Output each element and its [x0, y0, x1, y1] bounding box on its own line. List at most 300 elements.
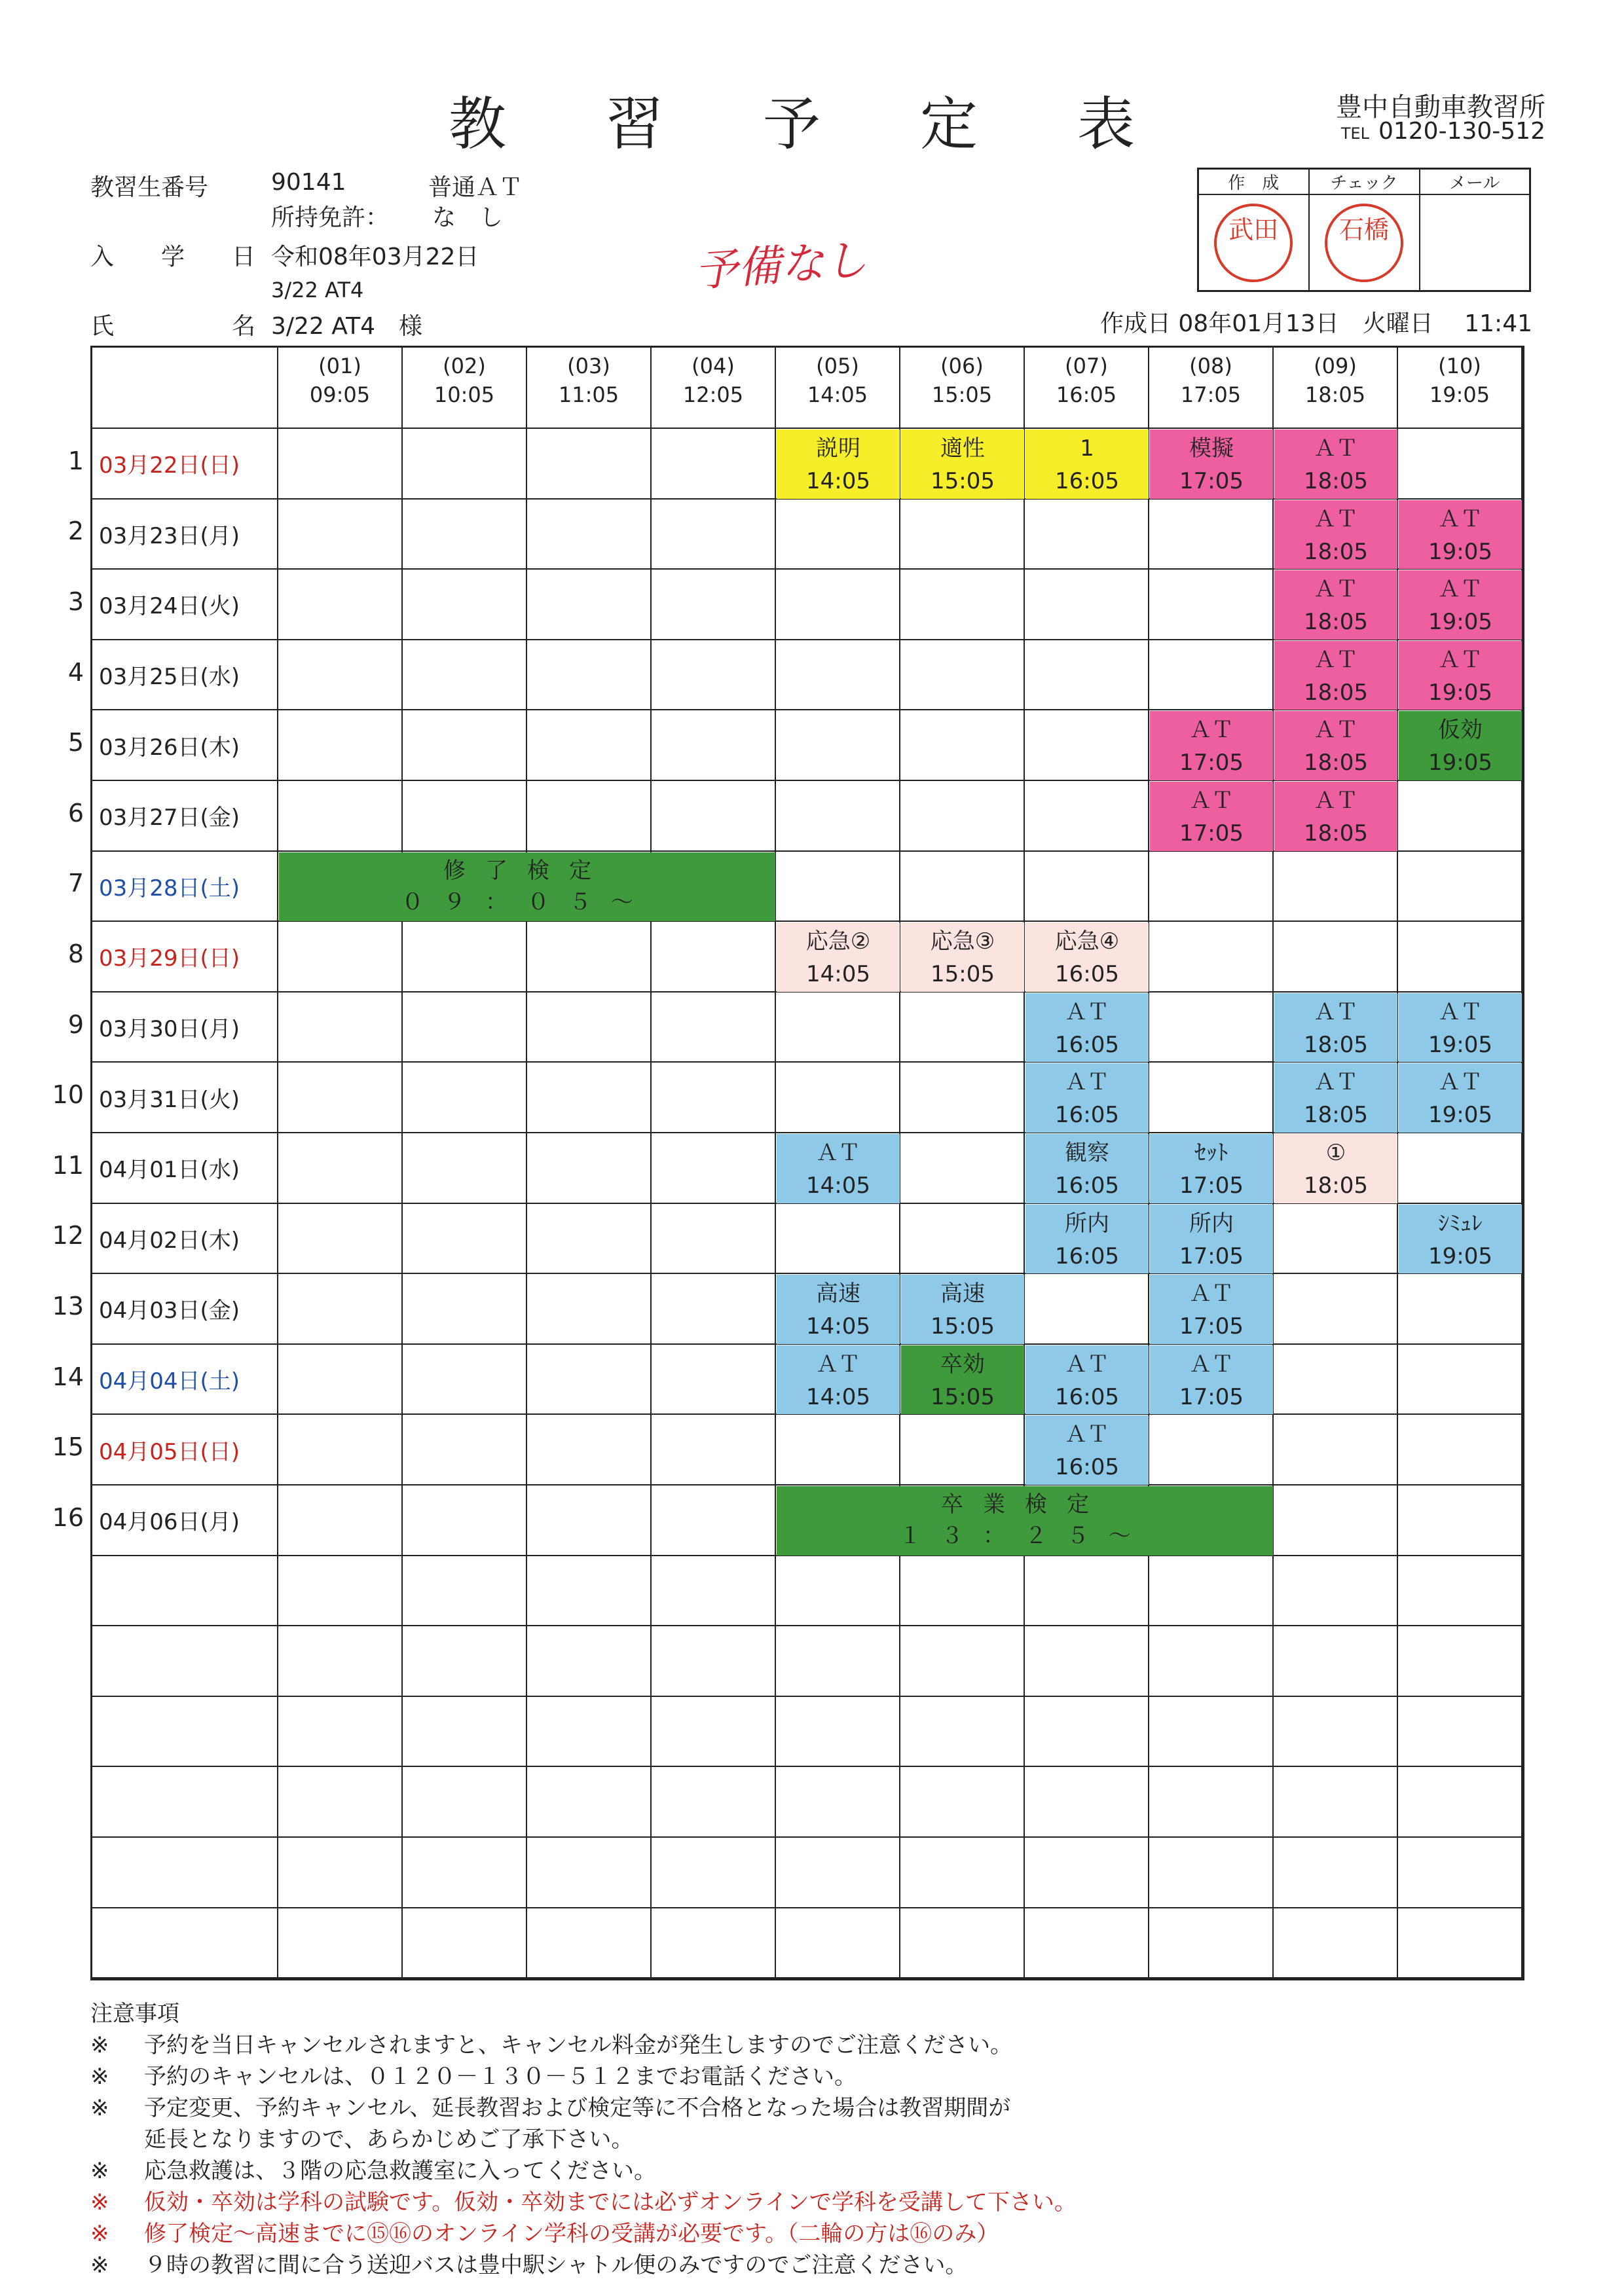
lesson-time: 16:05: [1055, 1383, 1119, 1410]
column-header-5: [776, 348, 900, 429]
schedule-cell: [652, 993, 776, 1063]
schedule-grid: [90, 346, 1524, 1980]
lesson-block: [1274, 570, 1397, 640]
lesson-time: 18:05: [1304, 609, 1368, 636]
schedule-cell: [403, 1697, 527, 1768]
lesson-label: ＡＴ: [1438, 1069, 1483, 1096]
schedule-cell: [652, 1274, 776, 1345]
column-time: 11:05: [558, 382, 619, 407]
lesson-label: ＡＴ: [816, 1351, 860, 1377]
schedule-cell: [403, 1274, 527, 1345]
notes-heading: 注意事項: [90, 2001, 179, 2027]
column-time: 14:05: [807, 382, 868, 407]
lesson-time: 14:05: [806, 961, 870, 988]
schedule-cell: [652, 1063, 776, 1133]
created-date: 作成日 08年01月13日 火曜日 11:41: [1099, 310, 1532, 337]
date-cell: 03月25日(水): [92, 640, 278, 711]
schedule-cell: [900, 500, 1025, 570]
course-type: 普通ＡＴ: [428, 174, 523, 201]
lesson-label: 卒業検定: [941, 1491, 1109, 1518]
column-number: (01): [318, 354, 361, 378]
schedule-cell: [1149, 570, 1274, 640]
lesson-time: 18:05: [1304, 679, 1368, 706]
row-number: 5: [67, 728, 84, 757]
schedule-cell: [1274, 1485, 1398, 1556]
lesson-time: 16:05: [1055, 961, 1119, 988]
lesson-block: [777, 1134, 900, 1203]
row-number: 15: [52, 1432, 84, 1462]
column-number: (08): [1189, 354, 1232, 378]
note-item: [90, 2030, 1077, 2061]
schedule-cell: [652, 1697, 776, 1768]
date-cell: 03月28日(土): [92, 852, 278, 922]
schedule-cell: [403, 1063, 527, 1133]
stamp-cell-check: [1309, 194, 1420, 291]
schedule-cell: [776, 1204, 900, 1275]
lesson-block: [1399, 570, 1522, 640]
schedule-cell: [403, 1908, 527, 1979]
schedule-cell: [1398, 1838, 1522, 1908]
schedule-cell: [1398, 1415, 1522, 1485]
lesson-label: ＡＴ: [1314, 435, 1358, 462]
schedule-cell: [527, 781, 652, 852]
schedule-cell: [1149, 1767, 1274, 1838]
lesson-time: 17:05: [1179, 1313, 1244, 1340]
schedule-cell: [1398, 429, 1522, 500]
schedule-cell: [527, 640, 652, 711]
note-item: [90, 2092, 1077, 2124]
schedule-cell: [527, 1697, 652, 1768]
schedule-cell: [1398, 1626, 1522, 1697]
lesson-block: [1025, 1345, 1149, 1415]
lesson-label: 観察: [1065, 1140, 1109, 1166]
column-time: 19:05: [1429, 382, 1490, 407]
schedule-cell: [527, 1274, 652, 1345]
lesson-time: 14:05: [806, 1383, 870, 1410]
lesson-time: 19:05: [1428, 1031, 1492, 1058]
handwritten-note: 予備なし: [693, 234, 869, 297]
schedule-cell: [652, 781, 776, 852]
schedule-cell: [652, 1626, 776, 1697]
date-cell: 03月30日(月): [92, 993, 278, 1063]
lesson-time: 15:05: [931, 1383, 995, 1410]
lesson-time: 16:05: [1055, 1102, 1119, 1129]
lesson-time: １３：２５～: [899, 1523, 1151, 1549]
schedule-cell: [900, 570, 1025, 640]
lesson-block: [1150, 1275, 1273, 1344]
stamp-header-create: 作 成: [1198, 169, 1309, 195]
column-time: 12:05: [682, 382, 744, 407]
lesson-label: ＡＴ: [1189, 1351, 1234, 1377]
lesson-block: [1025, 922, 1149, 992]
schedule-cell: [278, 1556, 403, 1627]
schedule-cell: [1398, 1908, 1522, 1979]
lesson-block: [777, 1275, 900, 1344]
schedule-cell: [652, 1838, 776, 1908]
schedule-cell: [652, 500, 776, 570]
schedule-cell: [1274, 1626, 1398, 1697]
column-number: (06): [940, 354, 984, 378]
lesson-time: 17:05: [1179, 820, 1244, 847]
lesson-label: 適性: [940, 435, 985, 462]
schedule-cell: [1398, 852, 1522, 922]
lesson-block: [1150, 1345, 1273, 1415]
seal-stamp-1: 武田: [1214, 204, 1293, 282]
date-cell: [92, 1908, 278, 1979]
column-number: (05): [816, 354, 859, 378]
lesson-block: [1399, 500, 1522, 570]
lesson-block: [1274, 1134, 1397, 1203]
stamp-box: [1197, 168, 1531, 292]
lesson-block: [1150, 711, 1273, 780]
schedule-cell: [1025, 1767, 1149, 1838]
lesson-time: 14:05: [806, 1313, 870, 1340]
lesson-label: 1: [1080, 435, 1094, 462]
schedule-cell: [652, 1204, 776, 1275]
exam-block: [777, 1486, 1273, 1556]
schedule-cell: [1025, 570, 1149, 640]
date-cell: 03月27日(金): [92, 781, 278, 852]
schedule-cell: [1398, 922, 1522, 993]
lesson-block: [1274, 993, 1397, 1063]
lesson-time: 15:05: [931, 468, 995, 494]
lesson-block: [777, 922, 900, 992]
schedule-cell: [1025, 1626, 1149, 1697]
schedule-cell: [1398, 1556, 1522, 1627]
schedule-cell: [1025, 1274, 1149, 1345]
schedule-cell: [900, 1204, 1025, 1275]
schedule-cell: [527, 1767, 652, 1838]
schedule-cell: [1025, 1838, 1149, 1908]
schedule-cell: [527, 922, 652, 993]
lesson-time: ０９：０５～: [401, 888, 653, 915]
lesson-label: ＡＴ: [1438, 576, 1483, 603]
note-mark: ※: [90, 2252, 109, 2278]
stamp-cell-mail: [1420, 194, 1530, 291]
lesson-time: 19:05: [1428, 538, 1492, 565]
schedule-cell: [1025, 1556, 1149, 1627]
schedule-cell: [278, 1838, 403, 1908]
schedule-cell: [278, 1204, 403, 1275]
notes-section: [90, 1998, 1077, 2281]
schedule-cell: [776, 1626, 900, 1697]
column-header-8: [1149, 348, 1274, 429]
row-number: 16: [52, 1503, 84, 1532]
lesson-time: 17:05: [1179, 750, 1244, 776]
date-cell: 03月31日(火): [92, 1063, 278, 1133]
column-header-2: [403, 348, 527, 429]
lesson-block: [1274, 641, 1397, 710]
schedule-cell: [1149, 1626, 1274, 1697]
lesson-block: [777, 1345, 900, 1415]
row-number: 9: [67, 1010, 84, 1039]
lesson-time: 15:05: [931, 961, 995, 988]
lesson-label: 高速: [816, 1281, 860, 1307]
schedule-cell: [776, 1415, 900, 1485]
column-number: (03): [567, 354, 610, 378]
note-text: 仮効・卒効は学科の試験です。仮効・卒効までには必ずオンラインで学科を受講して下さい。: [144, 2189, 1077, 2215]
lesson-label: ＡＴ: [1314, 576, 1358, 603]
lesson-label: ＡＴ: [1314, 788, 1358, 814]
lesson-time: 14:05: [806, 1173, 870, 1199]
note-mark: ※: [90, 2032, 109, 2058]
lesson-time: 18:05: [1304, 1031, 1368, 1058]
row-number: 7: [67, 869, 84, 898]
lesson-block: [1150, 1134, 1273, 1203]
lesson-time: 18:05: [1304, 468, 1368, 494]
schedule-cell: [1025, 640, 1149, 711]
schedule-cell: [652, 1485, 776, 1556]
schedule-cell: [652, 570, 776, 640]
stamp-header-check: チェック: [1309, 169, 1420, 195]
lesson-label: 応急②: [805, 928, 871, 955]
row-number: 6: [67, 798, 84, 828]
schedule-cell: [1398, 1133, 1522, 1204]
lesson-time: 14:05: [806, 468, 870, 494]
schedule-cell: [403, 1767, 527, 1838]
schedule-cell: [278, 1626, 403, 1697]
schedule-cell: [278, 1274, 403, 1345]
lesson-block: [1274, 500, 1397, 570]
schedule-cell: [1149, 640, 1274, 711]
lesson-time: 17:05: [1179, 1173, 1244, 1199]
column-number: (02): [443, 354, 486, 378]
schedule-cell: [1025, 852, 1149, 922]
student-number-label: 教習生番号: [90, 174, 209, 201]
note-mark: ※: [90, 2064, 109, 2090]
date-cell: [92, 1626, 278, 1697]
lesson-block: [1025, 1205, 1149, 1274]
lesson-block: [901, 922, 1024, 992]
schedule-cell: [403, 570, 527, 640]
note-mark: ※: [90, 2095, 109, 2121]
date-cell: [92, 1556, 278, 1627]
lesson-label: ＡＴ: [1189, 1281, 1234, 1307]
lesson-block: [1025, 993, 1149, 1063]
schedule-cell: [527, 710, 652, 781]
schedule-cell: [1274, 1556, 1398, 1627]
row-number: 4: [67, 657, 84, 687]
note-item: [90, 2124, 1077, 2155]
lesson-label: 模擬: [1189, 435, 1234, 462]
schedule-cell: [1274, 1345, 1398, 1415]
column-number: (10): [1438, 354, 1481, 378]
lesson-label: 所内: [1189, 1210, 1234, 1237]
schedule-cell: [403, 1415, 527, 1485]
schedule-cell: [278, 1415, 403, 1485]
column-time: 15:05: [931, 382, 993, 407]
schedule-cell: [776, 1697, 900, 1768]
schedule-cell: [1274, 1908, 1398, 1979]
lesson-label: ＡＴ: [1065, 998, 1109, 1025]
lesson-time: 17:05: [1179, 1383, 1244, 1410]
schedule-cell: [403, 1133, 527, 1204]
schedule-cell: [1274, 1767, 1398, 1838]
column-number: (07): [1065, 354, 1108, 378]
schedule-cell: [900, 1697, 1025, 1768]
column-header-10: [1398, 348, 1522, 429]
row-number: 3: [67, 587, 84, 616]
lesson-block: [1274, 429, 1397, 499]
schedule-cell: [403, 1838, 527, 1908]
lesson-label: ＡＴ: [1189, 788, 1234, 814]
lesson-block: [1399, 711, 1522, 780]
schedule-cell: [900, 781, 1025, 852]
schedule-cell: [278, 500, 403, 570]
schedule-cell: [527, 1838, 652, 1908]
schedule-cell: [900, 1838, 1025, 1908]
row-number: 11: [52, 1150, 84, 1180]
note-item: [90, 2218, 1077, 2250]
column-header-3: [527, 348, 652, 429]
date-cell: 03月22日(日): [92, 429, 278, 500]
note-text: 延長となりますので、あらかじめご了承下さい。: [144, 2126, 634, 2153]
schedule-cell: [278, 1133, 403, 1204]
schedule-cell: [652, 1345, 776, 1415]
schedule-cell: [527, 570, 652, 640]
lesson-label: ①: [1325, 1140, 1346, 1166]
lesson-label: ＡＴ: [1314, 717, 1358, 744]
note-mark: ※: [90, 2158, 109, 2184]
lesson-label: 説明: [816, 435, 860, 462]
lesson-label: ＡＴ: [1065, 1069, 1109, 1096]
lesson-block: [1274, 782, 1397, 851]
license-value: な し: [432, 204, 504, 231]
entry-date: 令和08年03月22日: [271, 244, 479, 270]
schedule-cell: [900, 1767, 1025, 1838]
schedule-cell: [278, 1767, 403, 1838]
lesson-block: [1399, 1205, 1522, 1274]
column-header-4: [652, 348, 776, 429]
schedule-cell: [776, 570, 900, 640]
row-number: 13: [52, 1292, 84, 1321]
lesson-label: 応急③: [930, 928, 995, 955]
note-item: [90, 2187, 1077, 2218]
lesson-label: ＡＴ: [1438, 998, 1483, 1025]
schedule-cell: [776, 1767, 900, 1838]
schedule-cell: [278, 429, 403, 500]
date-cell: 03月26日(木): [92, 710, 278, 781]
date-cell: 04月02日(木): [92, 1204, 278, 1275]
row-number: 10: [52, 1080, 84, 1110]
lesson-time: 18:05: [1304, 750, 1368, 776]
schedule-cell: [1398, 1345, 1522, 1415]
name-label: 氏 名: [90, 313, 256, 340]
column-header-6: [900, 348, 1025, 429]
schedule-cell: [278, 1063, 403, 1133]
schedule-cell: [652, 1133, 776, 1204]
date-cell: [92, 1767, 278, 1838]
date-cell: [92, 1697, 278, 1768]
column-number: (09): [1314, 354, 1357, 378]
lesson-time: 18:05: [1304, 1102, 1368, 1129]
schedule-cell: [652, 1767, 776, 1838]
schedule-cell: [278, 710, 403, 781]
schedule-cell: [527, 429, 652, 500]
schedule-cell: [776, 1838, 900, 1908]
lesson-time: 16:05: [1055, 468, 1119, 494]
schedule-cell: [278, 922, 403, 993]
note-text: 応急救護は、３階の応急救護室に入ってください。: [144, 2158, 656, 2184]
lesson-time: 19:05: [1428, 1243, 1492, 1269]
schedule-cell: [776, 1063, 900, 1133]
lesson-label: ＡＴ: [1314, 646, 1358, 673]
schedule-cell: [900, 1415, 1025, 1485]
header-corner-cell: [92, 348, 278, 429]
lesson-block: [777, 429, 900, 499]
column-time: 17:05: [1180, 382, 1242, 407]
schedule-cell: [900, 852, 1025, 922]
schedule-cell: [1149, 922, 1274, 993]
lesson-block: [1150, 429, 1273, 499]
column-number: (04): [692, 354, 735, 378]
lesson-block: [1025, 1415, 1149, 1485]
schedule-cell: [1274, 1415, 1398, 1485]
row-number: 2: [67, 517, 84, 546]
schedule-cell: [527, 993, 652, 1063]
schedule-cell: [278, 781, 403, 852]
schedule-cell: [403, 1626, 527, 1697]
lesson-label: ＡＴ: [1065, 1351, 1109, 1377]
schedule-cell: [403, 1556, 527, 1627]
lesson-time: 18:05: [1304, 538, 1368, 565]
schedule-cell: [527, 1204, 652, 1275]
lesson-label: ＡＴ: [816, 1140, 860, 1166]
tel-mark: TEL: [1340, 124, 1369, 143]
schedule-cell: [527, 1063, 652, 1133]
lesson-time: 19:05: [1428, 679, 1492, 706]
note-text: 予定変更、予約キャンセル、延長教習および検定等に不合格となった場合は教習期間が: [144, 2095, 1011, 2121]
schedule-cell: [278, 993, 403, 1063]
tel-number: 0120-130-512: [1378, 118, 1545, 145]
lesson-time: 16:05: [1055, 1243, 1119, 1269]
schedule-cell: [403, 429, 527, 500]
column-header-9: [1274, 348, 1398, 429]
schedule-cell: [900, 1908, 1025, 1979]
schedule-cell: [652, 640, 776, 711]
lesson-time: 18:05: [1304, 1173, 1368, 1199]
note-mark: ※: [90, 2221, 109, 2247]
lesson-time: 19:05: [1428, 609, 1492, 636]
lesson-label: ＡＴ: [1189, 717, 1234, 744]
lesson-time: 17:05: [1179, 1243, 1244, 1269]
student-name: 3/22 AT4 様: [271, 313, 423, 340]
note-item: [90, 2061, 1077, 2092]
stamp-header-mail: メール: [1420, 169, 1530, 195]
schedule-cell: [652, 1908, 776, 1979]
lesson-block: [901, 429, 1024, 499]
schedule-cell: [1274, 1204, 1398, 1275]
lesson-label: ＡＴ: [1314, 505, 1358, 532]
lesson-label: ＡＴ: [1438, 646, 1483, 673]
lesson-time: 19:05: [1428, 750, 1492, 776]
schedule-cell: [527, 1556, 652, 1627]
schedule-cell: [403, 922, 527, 993]
date-cell: [92, 1838, 278, 1908]
schedule-cell: [1025, 1697, 1149, 1768]
exam-block: [279, 852, 775, 922]
lesson-block: [1150, 1205, 1273, 1274]
schedule-cell: [527, 1415, 652, 1485]
schedule-cell: [900, 640, 1025, 711]
note-text: 予約のキャンセルは、０１２０－１３０－５１２までお電話ください。: [144, 2064, 857, 2090]
schedule-cell: [403, 1204, 527, 1275]
schedule-cell: [1025, 500, 1149, 570]
schedule-cell: [900, 1556, 1025, 1627]
schedule-cell: [776, 993, 900, 1063]
row-number: 12: [52, 1221, 84, 1250]
note-mark: ※: [90, 2189, 109, 2215]
